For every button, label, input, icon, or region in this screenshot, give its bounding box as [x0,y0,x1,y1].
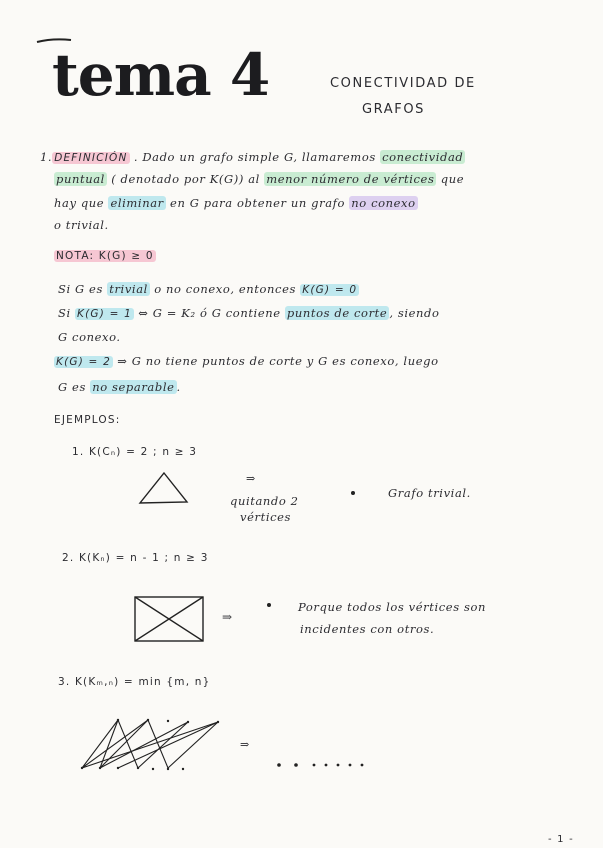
example-3-formula: 3. K(Kₘ,ₙ) = min {m, n} [58,676,211,688]
page-subtitle-line1: CONECTIVIDAD DE [330,76,476,91]
definition-text-2b: que [440,172,465,186]
example-2-note-1: Porque todos los vértices son [298,600,487,614]
arrow-icon-2: ⇒ [222,610,233,624]
definition-line-2 [54,172,464,186]
nota-line-4: K(G) = 2 ⇒ G no tiene puntos de corte y G es conexo, luego [56,354,439,368]
term-trivial: trivial [109,282,148,296]
definition-label: DEFINICIÓN [54,152,128,164]
nota-line-3: G conexo. [58,330,121,344]
nota-label: NOTA: K(G) ≥ 0 [56,250,154,262]
bipartite-graph [78,712,232,774]
example-1-formula: 1. K(Cₙ) = 2 ; n ≥ 3 [72,446,198,458]
term-kg-2: K(G) = 2 [56,356,111,368]
single-vertex-dot [350,490,356,496]
term-eliminar: eliminar [110,196,164,210]
definition-line-3 [54,196,418,210]
definition-text-2a: ( denotado por K(G)) al [111,172,260,186]
example-1-note-1: quitando 2 [230,494,299,508]
independent-vertices [276,762,366,768]
nota-line-5: G es no separable . [58,380,181,394]
definition-text-1a: . Dado un grafo simple G, llamaremos [133,150,376,164]
nota-line-1: Si G es trivial o no conexo, entonces K(G) = 0 [58,282,358,296]
definition-number: 1. [40,150,53,164]
example-1-result: Grafo trivial. [388,486,471,500]
example-2-formula: 2. K(Kₙ) = n - 1 ; n ≥ 3 [62,552,209,564]
nota-line-2: Si K(G) = 1 ⇔ G = K₂ ó G contiene puntos de corte , siendo [58,306,440,320]
triangle-graph [138,470,190,506]
term-no-separable: no separable [92,380,175,394]
example-2-note-2: incidentes con otros. [300,622,435,636]
page-number: - 1 - [548,834,574,845]
term-puntual: puntual [56,172,105,186]
term-menor-numero: menor número de vértices [266,172,435,186]
definition-line-1 [40,150,465,164]
single-vertex-dot-2 [266,602,272,608]
definition-text-3b: en G para obtener un grafo [170,196,346,210]
complete-graph-k4 [132,594,206,644]
term-kg-1: K(G) = 1 [77,308,132,320]
page-subtitle-line2: GRAFOS [362,102,426,117]
term-conectividad: conectividad [382,150,464,164]
term-no-conexo: no conexo [351,196,416,210]
term-puntos-de-corte: puntos de corte [286,306,388,320]
definition-line-4: o trivial. [54,218,109,232]
arrow-icon-3: ⇒ [240,738,250,751]
example-1-note-2: vértices [240,510,292,524]
arrow-icon: ⇒ [246,472,256,485]
page-title: tema 4 [52,41,270,109]
ejemplos-label: EJEMPLOS: [54,414,121,426]
definition-text-3a: hay que [54,196,105,210]
term-kg-0: K(G) = 0 [302,284,358,296]
